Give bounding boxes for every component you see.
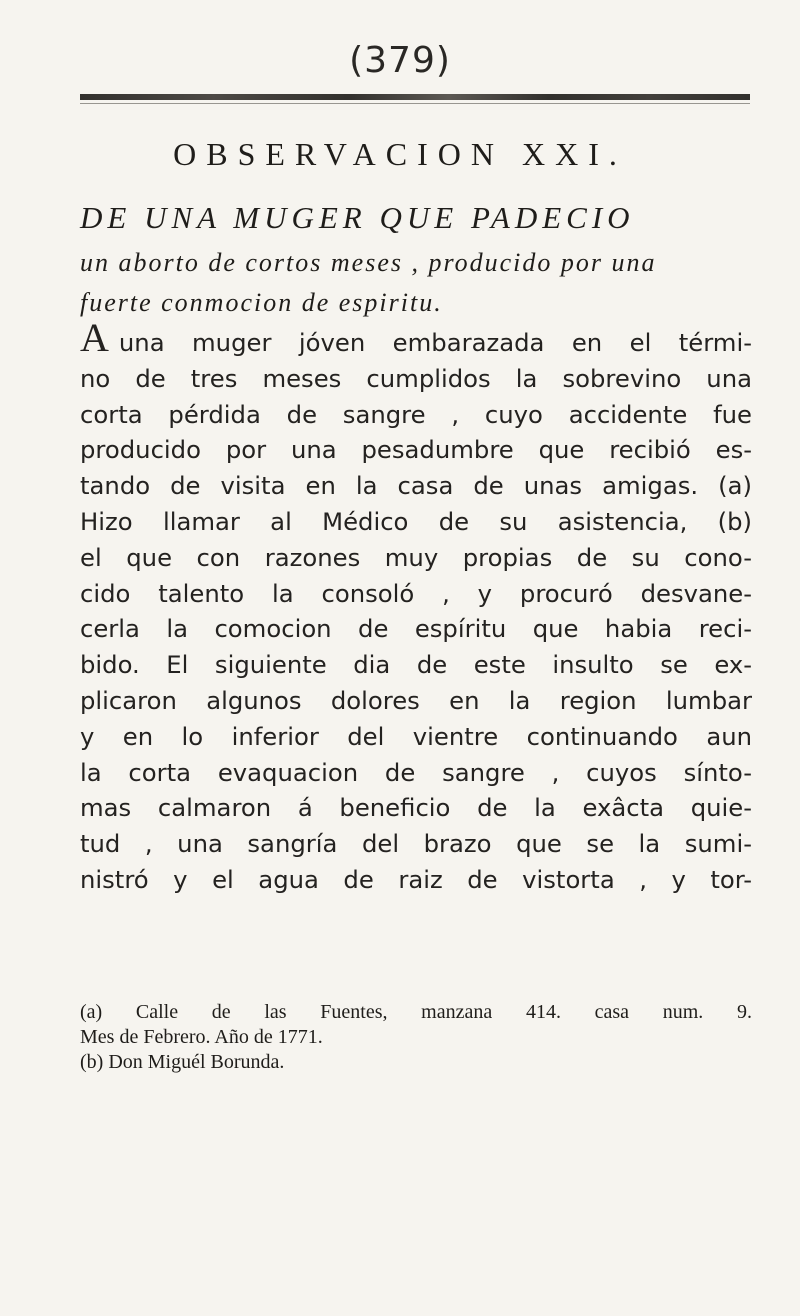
subtitle-line-2: un aborto de cortos meses , producido por una <box>80 248 657 277</box>
body-line: cerla la comocion de espíritu que habia reci- <box>80 614 752 644</box>
footnote-a: (a) Calle de las Fuentes, manzana 414. casa num. 9. <box>80 1001 752 1023</box>
body-line: mas calmaron á beneficio de la exâcta quie- <box>80 793 752 823</box>
body-line: Hizo llamar al Médico de su asistencia, (b) <box>80 506 752 536</box>
subtitle-line-1: DE UNA MUGER QUE PADECIO <box>80 200 635 235</box>
body-line: no de tres meses cumplidos la sobrevino una <box>80 363 752 393</box>
body-line: y en lo inferior del vientre continuando aun <box>80 721 752 751</box>
page-number: (379) <box>349 40 451 81</box>
body-line: el que con razones muy propias de su cono- <box>80 542 752 572</box>
subtitle-lines <box>80 243 760 323</box>
body-line: corta pérdida de sangre , cuyo accidente fue <box>80 399 752 429</box>
footnote-b: (b) Don Miguél Borunda. <box>80 1051 285 1073</box>
body-line: tando de visita en la casa de unas amigas. (a) <box>80 471 752 501</box>
footnote-a-continued: Mes de Febrero. Año de 1771. <box>80 1026 323 1048</box>
subtitle-line-3: fuerte conmocion de espiritu. <box>80 288 443 317</box>
header-rule <box>80 94 750 100</box>
body-line: Auna muger jóven embarazada en el térmi- <box>80 315 752 360</box>
body-paragraph <box>80 315 752 898</box>
body-line: producido por una pesadumbre que recibió es- <box>80 435 752 465</box>
footnotes <box>80 1000 752 1075</box>
header-rule-thin <box>80 103 750 104</box>
body-line: nistró y el agua de raiz de vistorta , y tor- <box>80 864 752 894</box>
body-line: la corta evaquacion de sangre , cuyos sínto- <box>80 757 752 787</box>
body-line: plicaron algunos dolores en la region lumbar <box>80 685 752 715</box>
body-line: cido talento la consoló , y procuró desvane- <box>80 578 752 608</box>
body-line: tud , una sangría del brazo que se la sumi- <box>80 829 752 859</box>
body-line: bido. El siguiente dia de este insulto se ex- <box>80 650 752 680</box>
drop-cap: A <box>80 315 109 360</box>
section-title: OBSERVACION XXI. <box>173 136 627 172</box>
